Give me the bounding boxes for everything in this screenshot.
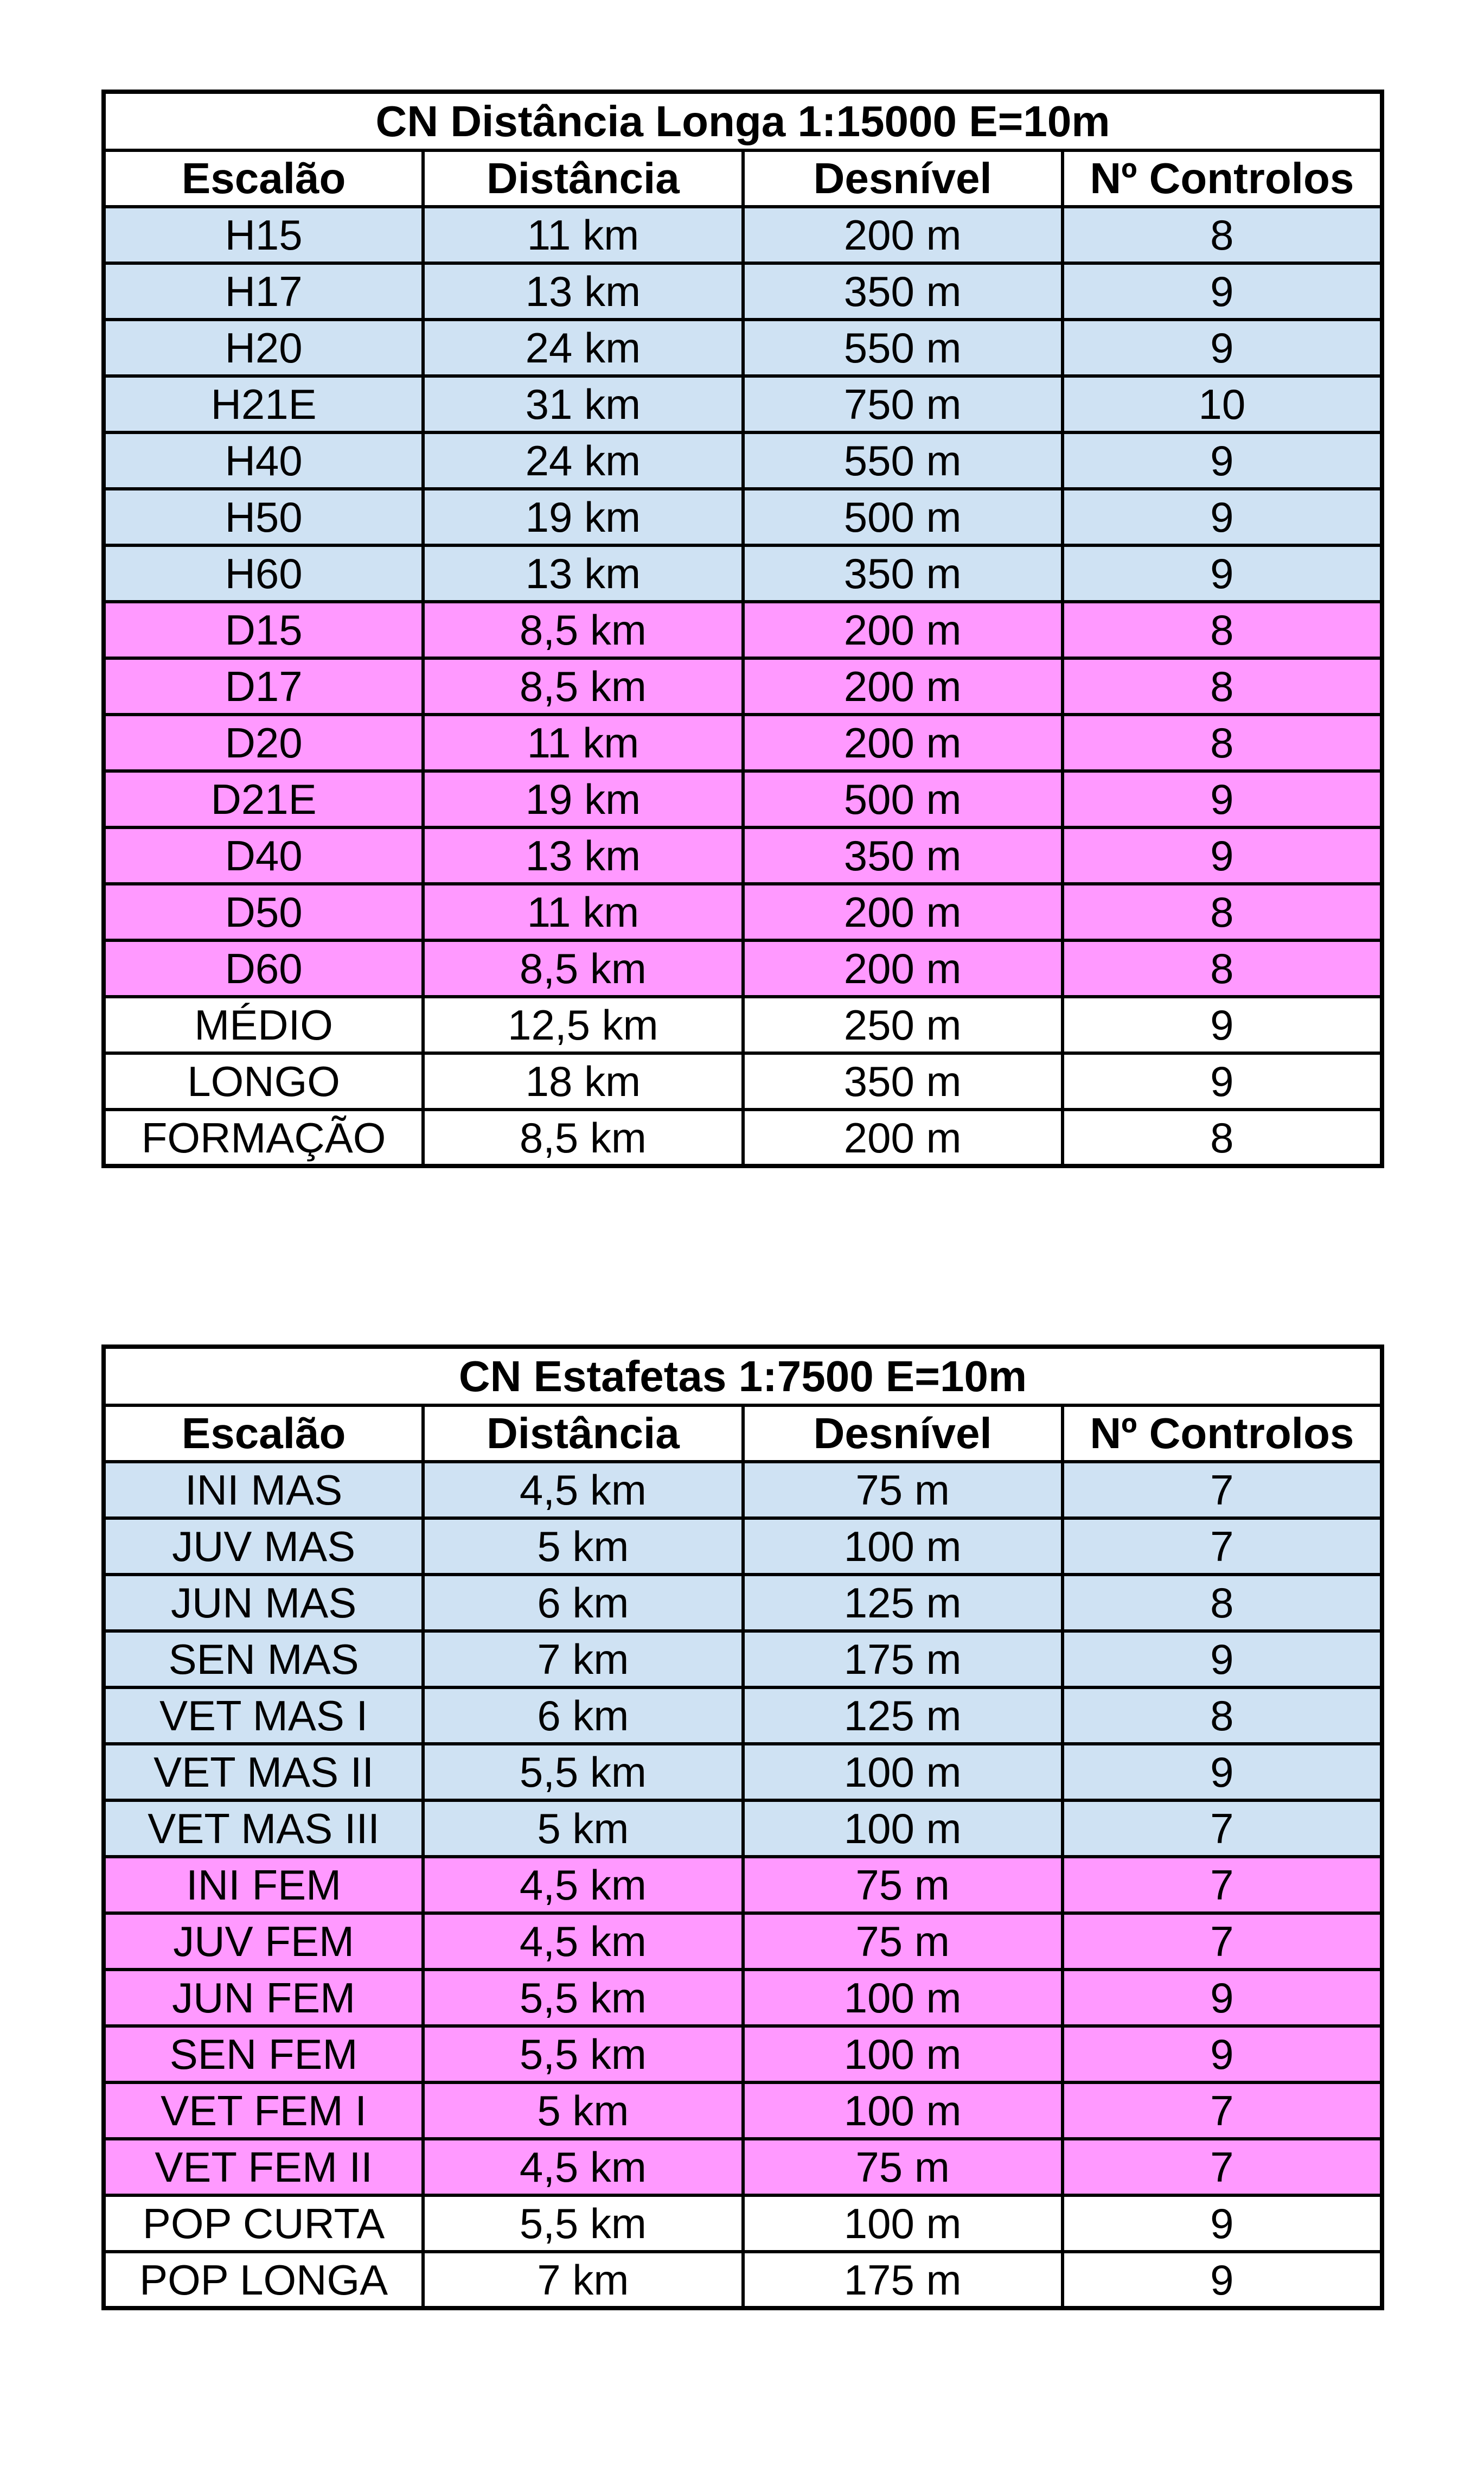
cell-distancia: 8,5 km (423, 940, 743, 997)
table-row (104, 1970, 1382, 2026)
cell-desnivel: 550 m (743, 320, 1063, 376)
cell-controlos: 9 (1063, 1631, 1382, 1687)
table-row (104, 2139, 1382, 2195)
cell-desnivel: 100 m (743, 2082, 1063, 2139)
cell-escalao: POP CURTA (104, 2195, 423, 2252)
table-row (104, 1800, 1382, 1857)
cell-controlos: 8 (1063, 658, 1382, 715)
cell-distancia: 11 km (423, 715, 743, 771)
cell-controlos: 7 (1063, 1800, 1382, 1857)
cell-desnivel: 75 m (743, 1857, 1063, 1913)
cell-escalao: JUN FEM (104, 1970, 423, 2026)
cell-desnivel: 200 m (743, 715, 1063, 771)
table-row (104, 1575, 1382, 1631)
table-row (104, 1687, 1382, 1744)
cell-distancia: 19 km (423, 771, 743, 827)
cell-escalao: D50 (104, 884, 423, 940)
cell-escalao: SEN FEM (104, 2026, 423, 2082)
cell-escalao: LONGO (104, 1053, 423, 1110)
cell-escalao: VET MAS III (104, 1800, 423, 1857)
cell-controlos: 8 (1063, 940, 1382, 997)
cell-distancia: 19 km (423, 489, 743, 545)
cell-controlos: 9 (1063, 827, 1382, 884)
cell-controlos: 7 (1063, 1462, 1382, 1518)
header-escalao: Escalão (104, 150, 423, 207)
cell-escalao: H50 (104, 489, 423, 545)
cell-desnivel: 200 m (743, 884, 1063, 940)
cell-controlos: 8 (1063, 207, 1382, 263)
cell-distancia: 11 km (423, 207, 743, 263)
table-row (104, 1631, 1382, 1687)
table-row (104, 997, 1382, 1053)
cell-distancia: 31 km (423, 376, 743, 432)
cell-distancia: 8,5 km (423, 1110, 743, 1166)
cell-escalao: VET FEM I (104, 2082, 423, 2139)
cell-distancia: 8,5 km (423, 602, 743, 658)
table-row (104, 263, 1382, 320)
cell-desnivel: 200 m (743, 940, 1063, 997)
cell-escalao: VET FEM II (104, 2139, 423, 2195)
cell-distancia: 5,5 km (423, 1970, 743, 2026)
cell-escalao: H60 (104, 545, 423, 602)
header-desnivel: Desnível (743, 150, 1063, 207)
table-row (104, 2252, 1382, 2308)
cell-controlos: 10 (1063, 376, 1382, 432)
cell-distancia: 7 km (423, 1631, 743, 1687)
cell-distancia: 4,5 km (423, 1857, 743, 1913)
cell-escalao: JUV FEM (104, 1913, 423, 1970)
cell-controlos: 8 (1063, 1575, 1382, 1631)
cell-controlos: 8 (1063, 602, 1382, 658)
table-row (104, 1744, 1382, 1800)
cell-escalao: INI FEM (104, 1857, 423, 1913)
cell-escalao: H17 (104, 263, 423, 320)
cell-desnivel: 250 m (743, 997, 1063, 1053)
cell-distancia: 12,5 km (423, 997, 743, 1053)
cell-controlos: 9 (1063, 489, 1382, 545)
cell-escalao: VET MAS I (104, 1687, 423, 1744)
cell-distancia: 7 km (423, 2252, 743, 2308)
cell-distancia: 5 km (423, 1518, 743, 1575)
cell-desnivel: 350 m (743, 263, 1063, 320)
cell-desnivel: 100 m (743, 1744, 1063, 1800)
table-row (104, 1053, 1382, 1110)
cell-desnivel: 75 m (743, 1462, 1063, 1518)
cell-desnivel: 75 m (743, 2139, 1063, 2195)
cell-escalao: POP LONGA (104, 2252, 423, 2308)
cell-distancia: 4,5 km (423, 2139, 743, 2195)
cell-escalao: H15 (104, 207, 423, 263)
cell-controlos: 9 (1063, 1744, 1382, 1800)
header-distancia: Distância (423, 150, 743, 207)
cell-controlos: 9 (1063, 320, 1382, 376)
cell-distancia: 4,5 km (423, 1913, 743, 1970)
relay-table (101, 1344, 1384, 2310)
table-header-row (104, 1405, 1382, 1462)
table-row (104, 658, 1382, 715)
table-row (104, 432, 1382, 489)
cell-desnivel: 100 m (743, 2195, 1063, 2252)
table-row (104, 1518, 1382, 1575)
cell-controlos: 7 (1063, 1857, 1382, 1913)
cell-desnivel: 200 m (743, 1110, 1063, 1166)
cell-desnivel: 350 m (743, 545, 1063, 602)
cell-desnivel: 100 m (743, 1970, 1063, 2026)
table-row (104, 2026, 1382, 2082)
cell-distancia: 13 km (423, 545, 743, 602)
cell-desnivel: 100 m (743, 1518, 1063, 1575)
cell-desnivel: 750 m (743, 376, 1063, 432)
cell-controlos: 8 (1063, 1110, 1382, 1166)
cell-controlos: 9 (1063, 997, 1382, 1053)
table-row (104, 545, 1382, 602)
cell-desnivel: 500 m (743, 771, 1063, 827)
cell-escalao: JUV MAS (104, 1518, 423, 1575)
cell-distancia: 4,5 km (423, 1462, 743, 1518)
cell-controlos: 8 (1063, 715, 1382, 771)
cell-distancia: 24 km (423, 320, 743, 376)
cell-controlos: 9 (1063, 1970, 1382, 2026)
table-title-row (104, 92, 1382, 150)
cell-desnivel: 500 m (743, 489, 1063, 545)
cell-distancia: 5,5 km (423, 2026, 743, 2082)
table-row (104, 715, 1382, 771)
cell-escalao: D15 (104, 602, 423, 658)
cell-escalao: H20 (104, 320, 423, 376)
cell-escalao: MÉDIO (104, 997, 423, 1053)
cell-escalao: D60 (104, 940, 423, 997)
cell-distancia: 11 km (423, 884, 743, 940)
cell-desnivel: 175 m (743, 1631, 1063, 1687)
cell-controlos: 7 (1063, 2139, 1382, 2195)
cell-controlos: 9 (1063, 2026, 1382, 2082)
cell-escalao: D17 (104, 658, 423, 715)
cell-controlos: 9 (1063, 545, 1382, 602)
table-row (104, 1857, 1382, 1913)
table-title-row (104, 1347, 1382, 1405)
cell-controlos: 7 (1063, 1913, 1382, 1970)
table-title: CN Estafetas 1:7500 E=10m (104, 1347, 1382, 1405)
cell-controlos: 9 (1063, 263, 1382, 320)
cell-distancia: 13 km (423, 263, 743, 320)
cell-distancia: 5 km (423, 1800, 743, 1857)
cell-escalao: FORMAÇÃO (104, 1110, 423, 1166)
cell-escalao: VET MAS II (104, 1744, 423, 1800)
table-title: CN Distância Longa 1:15000 E=10m (104, 92, 1382, 150)
cell-controlos: 9 (1063, 432, 1382, 489)
cell-desnivel: 75 m (743, 1913, 1063, 1970)
cell-controlos: 7 (1063, 2082, 1382, 2139)
cell-controlos: 9 (1063, 2252, 1382, 2308)
cell-controlos: 8 (1063, 884, 1382, 940)
cell-escalao: D21E (104, 771, 423, 827)
table-row (104, 827, 1382, 884)
table-header-row (104, 150, 1382, 207)
cell-desnivel: 200 m (743, 602, 1063, 658)
cell-controlos: 9 (1063, 771, 1382, 827)
cell-distancia: 6 km (423, 1575, 743, 1631)
table-row (104, 1462, 1382, 1518)
cell-desnivel: 125 m (743, 1575, 1063, 1631)
table-row (104, 489, 1382, 545)
header-controlos: Nº Controlos (1063, 1405, 1382, 1462)
table-row (104, 2195, 1382, 2252)
cell-escalao: H21E (104, 376, 423, 432)
cell-desnivel: 350 m (743, 827, 1063, 884)
cell-distancia: 5,5 km (423, 2195, 743, 2252)
table-row (104, 771, 1382, 827)
cell-desnivel: 125 m (743, 1687, 1063, 1744)
table-row (104, 376, 1382, 432)
cell-desnivel: 350 m (743, 1053, 1063, 1110)
cell-controlos: 9 (1063, 2195, 1382, 2252)
cell-distancia: 5 km (423, 2082, 743, 2139)
cell-escalao: D20 (104, 715, 423, 771)
long-distance-table (101, 90, 1384, 1168)
table-row (104, 207, 1382, 263)
cell-distancia: 13 km (423, 827, 743, 884)
cell-desnivel: 200 m (743, 658, 1063, 715)
cell-distancia: 6 km (423, 1687, 743, 1744)
table-row (104, 1913, 1382, 1970)
cell-escalao: SEN MAS (104, 1631, 423, 1687)
cell-distancia: 24 km (423, 432, 743, 489)
cell-controlos: 8 (1063, 1687, 1382, 1744)
cell-desnivel: 100 m (743, 1800, 1063, 1857)
cell-escalao: JUN MAS (104, 1575, 423, 1631)
table-row (104, 2082, 1382, 2139)
header-desnivel: Desnível (743, 1405, 1063, 1462)
cell-desnivel: 550 m (743, 432, 1063, 489)
cell-escalao: INI MAS (104, 1462, 423, 1518)
header-distancia: Distância (423, 1405, 743, 1462)
table-row (104, 940, 1382, 997)
cell-distancia: 5,5 km (423, 1744, 743, 1800)
cell-desnivel: 175 m (743, 2252, 1063, 2308)
cell-controlos: 7 (1063, 1518, 1382, 1575)
cell-desnivel: 200 m (743, 207, 1063, 263)
cell-desnivel: 100 m (743, 2026, 1063, 2082)
table-row (104, 884, 1382, 940)
table-row (104, 1110, 1382, 1166)
table-row (104, 320, 1382, 376)
header-escalao: Escalão (104, 1405, 423, 1462)
table-row (104, 602, 1382, 658)
cell-distancia: 18 km (423, 1053, 743, 1110)
cell-controlos: 9 (1063, 1053, 1382, 1110)
cell-escalao: H40 (104, 432, 423, 489)
cell-escalao: D40 (104, 827, 423, 884)
cell-distancia: 8,5 km (423, 658, 743, 715)
header-controlos: Nº Controlos (1063, 150, 1382, 207)
